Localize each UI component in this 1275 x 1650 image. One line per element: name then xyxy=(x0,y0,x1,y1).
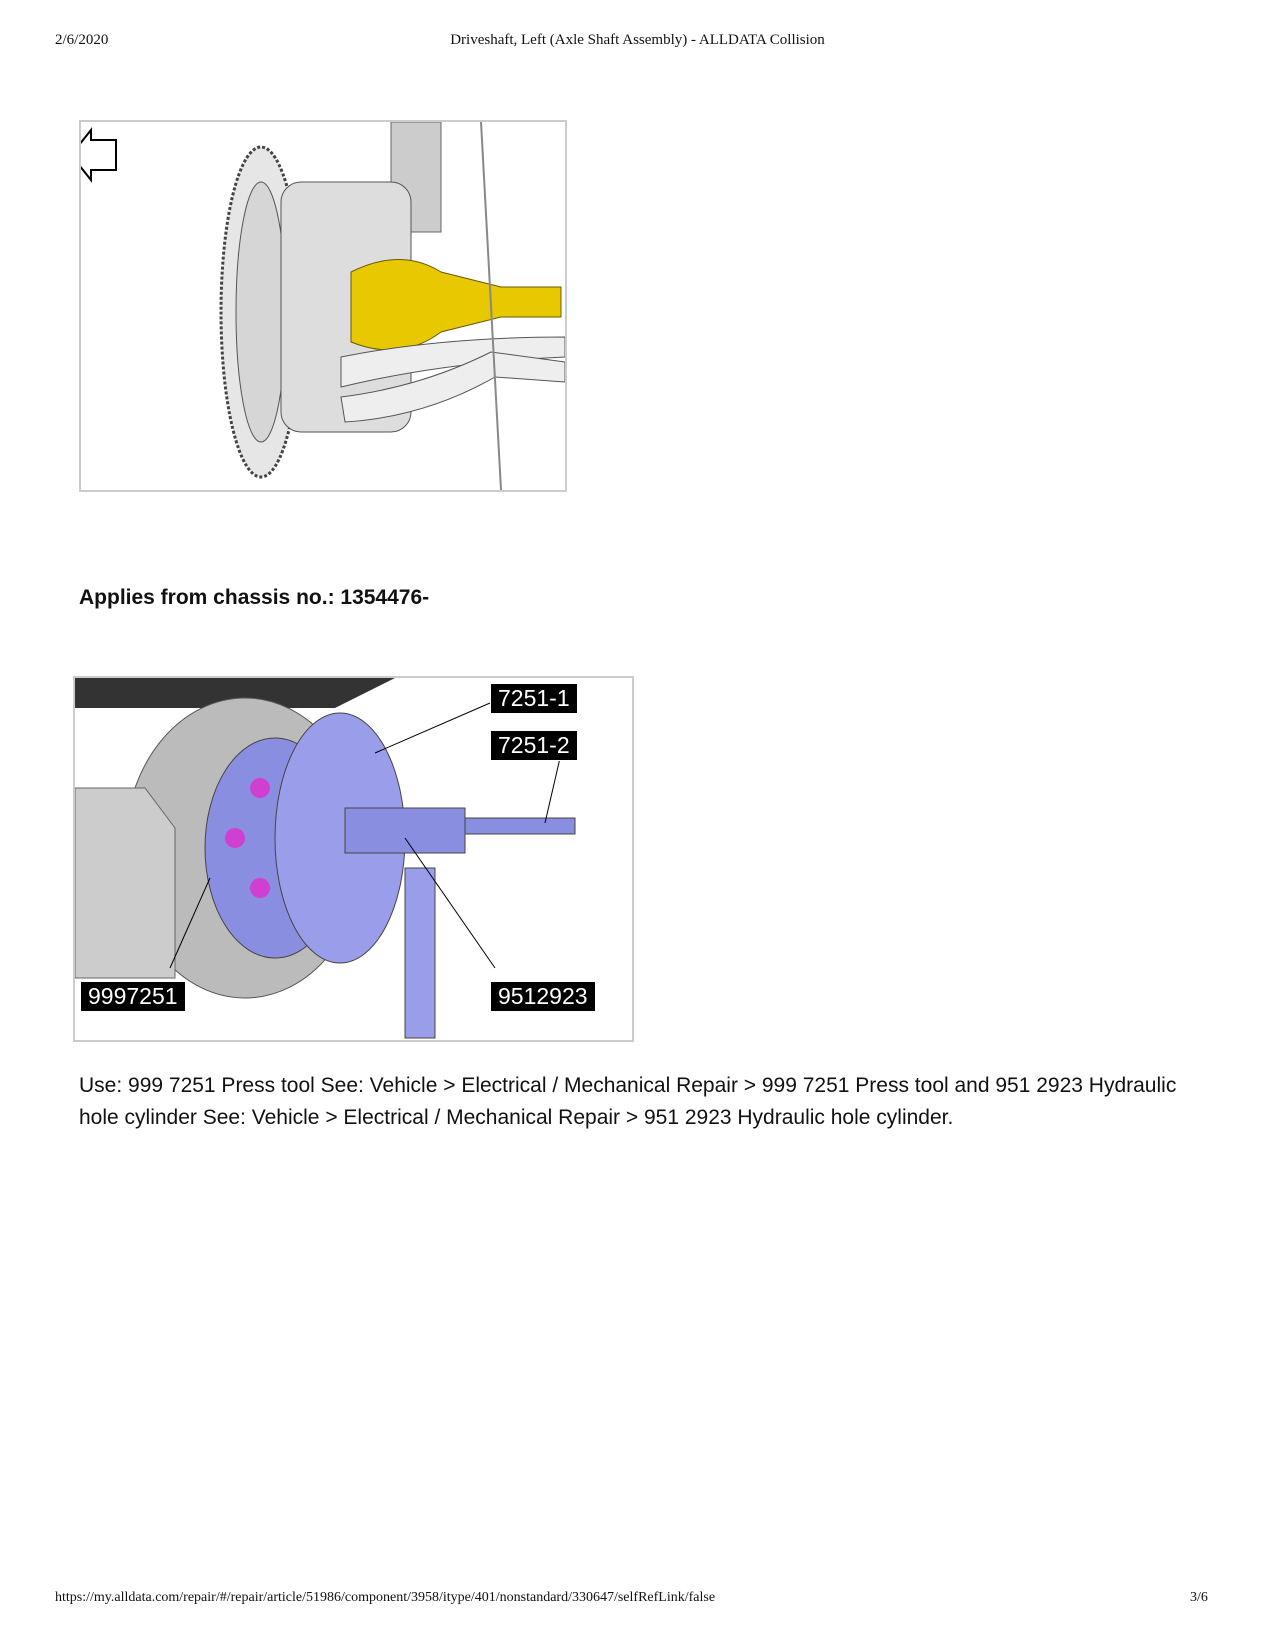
footer-url: https://my.alldata.com/repair/#/repair/article/51986/component/3958/itype/401/nonstandard/330647/selfRefLink/false xyxy=(55,1590,716,1605)
label-7251-2: 7251-2 xyxy=(490,730,578,761)
label-9997251: 9997251 xyxy=(80,981,186,1012)
chassis-heading: Applies from chassis no.: 1354476- xyxy=(79,586,430,609)
page-title: Driveshaft, Left (Axle Shaft Assembly) - ALLDATA Collision xyxy=(450,32,825,48)
label-9512923: 9512923 xyxy=(490,981,596,1012)
page-number: 3/6 xyxy=(1190,1590,1208,1605)
instruction-line-2: hole cylinder See: Vehicle > Electrical / Mechanical Repair > 951 2923 Hydraulic hole cylinder. xyxy=(79,1106,954,1129)
instruction-line-1: Use: 999 7251 Press tool See: Vehicle > Electrical / Mechanical Repair > 999 7251 Press tool and 951 2923 Hydraulic xyxy=(79,1074,1177,1097)
instruction-text xyxy=(79,1070,1209,1134)
label-7251-1: 7251-1 xyxy=(490,683,578,714)
driveshaft-illustration xyxy=(79,120,567,492)
press-tool-illustration xyxy=(73,676,634,1042)
print-date: 2/6/2020 xyxy=(55,32,109,48)
